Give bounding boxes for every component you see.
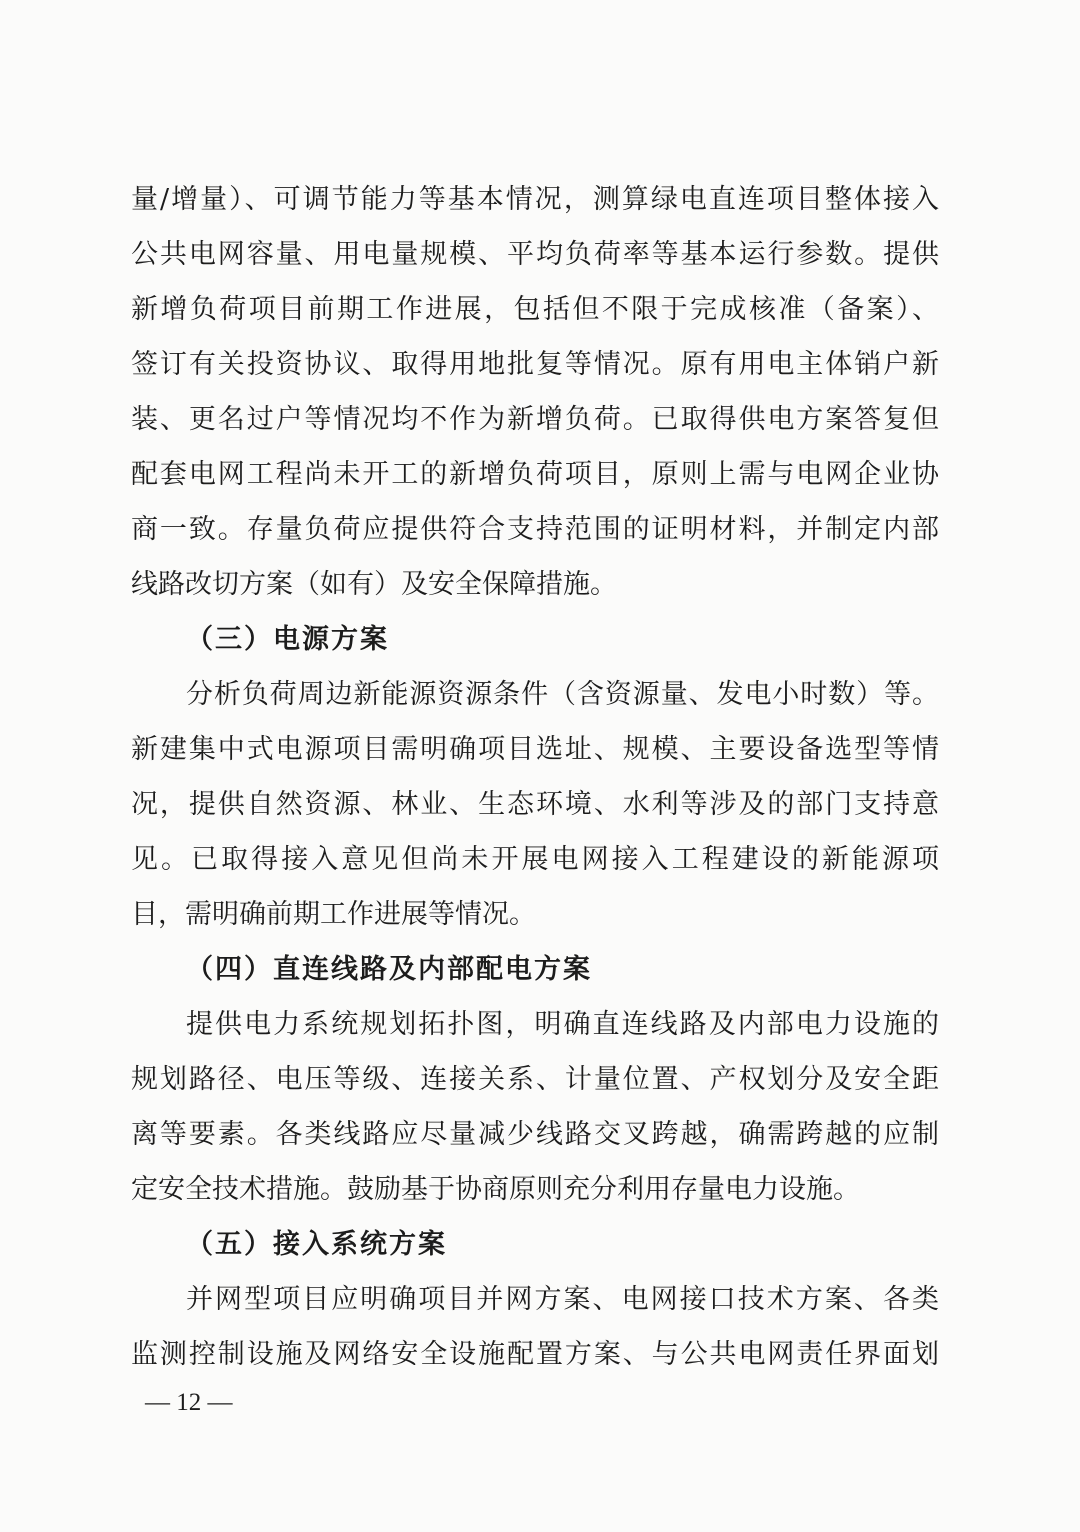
section-heading-3: （三）电源方案 [186,624,389,655]
section-heading-5: （五）接入系统方案 [186,1229,447,1260]
body-line: 见。已取得接入意见但尚未开展电网接入工程建设的新能源项 [131,844,939,875]
body-line: 配套电网工程尚未开工的新增负荷项目，原则上需与电网企业协 [131,459,939,490]
body-line: 并网型项目应明确项目并网方案、电网接口技术方案、各类 [186,1284,939,1315]
page-number: — 12 — [145,1389,233,1416]
body-line: 分析负荷周边新能源资源条件（含资源量、发电小时数）等。 [186,679,939,710]
body-line: 签订有关投资协议、取得用地批复等情况。原有用电主体销户新 [131,349,939,380]
body-line: 离等要素。各类线路应尽量减少线路交叉跨越，确需跨越的应制 [131,1119,939,1150]
body-line: 规划路径、电压等级、连接关系、计量位置、产权划分及安全距 [131,1064,939,1095]
body-line: 目，需明确前期工作进展等情况。 [131,899,536,930]
body-line: 监测控制设施及网络安全设施配置方案、与公共电网责任界面划 [131,1339,939,1370]
body-line: 量/增量）、可调节能力等基本情况，测算绿电直连项目整体接入 [131,184,939,215]
body-line: 况，提供自然资源、林业、生态环境、水利等涉及的部门支持意 [131,789,939,820]
body-line: 线路改切方案（如有）及安全保障措施。 [131,569,617,600]
body-line: 新增负荷项目前期工作进展，包括但不限于完成核准（备案）、 [131,294,939,325]
body-line: 提供电力系统规划拓扑图，明确直连线路及内部电力设施的 [186,1009,939,1040]
body-line: 商一致。存量负荷应提供符合支持范围的证明材料，并制定内部 [131,514,939,545]
section-heading-4: （四）直连线路及内部配电方案 [186,954,592,985]
body-line: 定安全技术措施。鼓励基于协商原则充分利用存量电力设施。 [131,1174,860,1205]
body-line: 装、更名过户等情况均不作为新增负荷。已取得供电方案答复但 [131,404,939,435]
body-line: 新建集中式电源项目需明确项目选址、规模、主要设备选型等情 [131,734,939,765]
body-line: 公共电网容量、用电量规模、平均负荷率等基本运行参数。提供 [131,239,939,270]
